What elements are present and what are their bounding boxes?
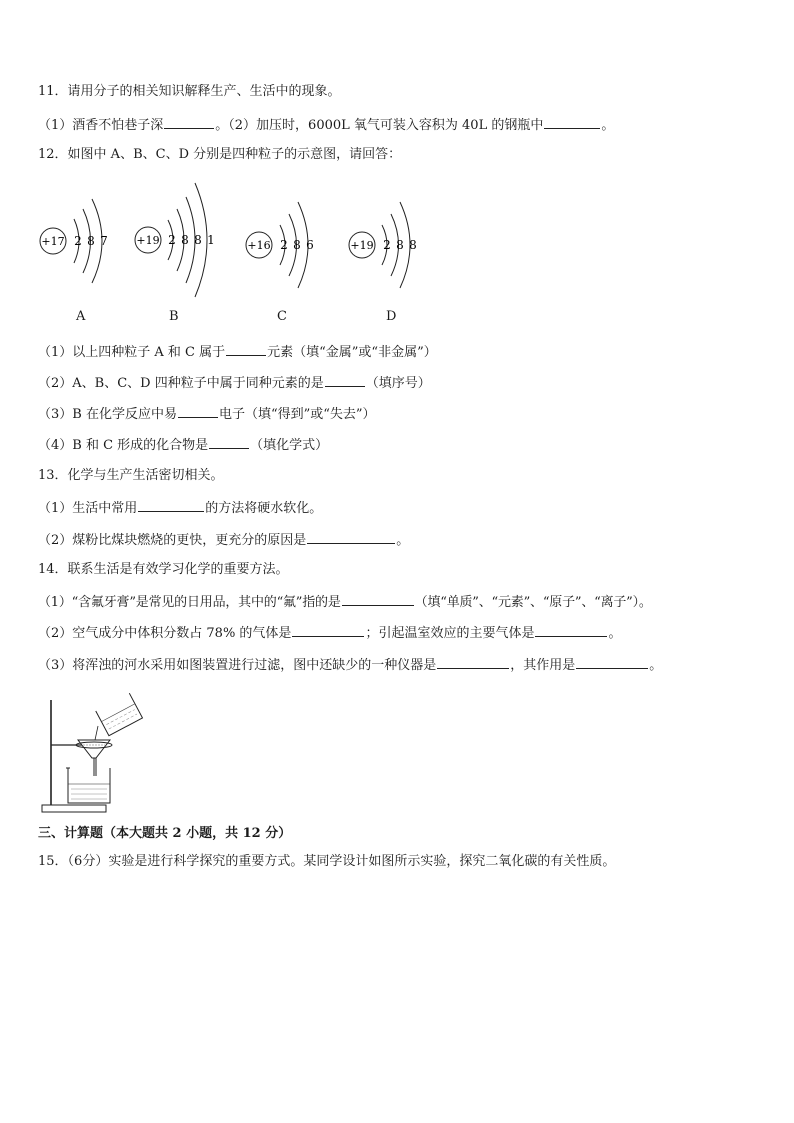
nucleus-charge: +19 [136,234,160,247]
answer-blank[interactable] [209,435,249,449]
q12-sub4-suffix: （填化学式） [250,438,329,453]
shell-electrons: 7 [100,234,108,248]
q12-sub1-text: （1）以上四种粒子 A 和 C 属于 [38,345,226,360]
q14-stem: 14．联系生活是有效学习化学的重要方法。 [38,562,289,577]
answer-blank[interactable] [576,655,648,669]
shell-electrons: 6 [306,238,314,252]
q14-sub1-text: （1）“含氟牙膏”是常见的日用品，其中的“氟”指的是 [38,595,341,610]
q14-sub3-text: （3）将浑浊的河水采用如图装置进行过滤，图中还缺少的一种仪器是 [38,658,437,673]
atom-label-c: C [277,309,287,324]
q13-sub1-text: （1）生活中常用 [38,501,138,516]
q14-sub2-text: （2）空气成分中体积分数占 78% 的气体是 [38,626,292,641]
q12-stem: 12．如图中 A、B、C、D 分别是四种粒子的示意图，请回答： [38,147,402,162]
atom-diagram-a [36,185,116,299]
q15-stem: 15．（6分）实验是进行科学探究的重要方式。某同学设计如图所示实验，探究二氧化碳的有关性质。 [38,854,616,869]
answer-blank[interactable] [178,404,218,418]
q13-sub1-suffix: 的方法将硬水软化。 [205,501,323,516]
q11-stem: 11．请用分子的相关知识解释生产、生活中的现象。 [38,84,341,99]
atom-label-b: B [169,309,179,324]
answer-blank[interactable] [226,342,266,356]
q14-sub2-suffix: 。 [608,626,622,641]
nucleus-charge: +17 [41,235,65,248]
section-title: 三、计算题（本大题共 2 小题，共 12 分） [38,826,292,841]
shell-electrons: 8 [194,233,202,247]
q13-sub1 [38,498,322,518]
q14-sub3 [38,655,662,675]
shell-electrons: 8 [181,233,189,247]
answer-blank[interactable] [342,592,414,606]
filtration-apparatus-figure [38,692,148,821]
q14-sub2-middle: ；引起温室效应的主要气体是 [365,626,535,641]
q13-stem: 13．化学与生产生活密切相关。 [38,468,224,483]
shell-electrons: 8 [87,234,95,248]
atom-label-d: D [386,309,397,324]
atom-diagram-c [243,192,323,301]
q14-sub3-middle: ，其作用是 [510,658,576,673]
shell-electrons: 8 [409,238,417,252]
q12-sub4-text: （4）B 和 C 形成的化合物是 [38,438,209,453]
atom-diagram-b [131,175,226,309]
shell-electrons: 2 [74,234,82,248]
q13-sub2-suffix: 。 [396,533,410,548]
q12-sub3 [38,404,376,424]
q12-sub1 [38,342,437,362]
answer-blank[interactable] [437,655,509,669]
q12-sub4 [38,435,328,455]
answer-blank[interactable] [164,115,214,129]
shell-electrons: 2 [168,233,176,247]
q14-sub3-suffix: 。 [649,658,663,673]
q12-sub3-suffix: 电子（填“得到”或“失去”） [218,407,376,422]
q12-sub1-suffix: 元素（填“金属”或“非金属”） [267,345,437,360]
answer-blank[interactable] [138,498,204,512]
shell-electrons: 8 [396,238,404,252]
answer-blank[interactable] [544,115,600,129]
shell-electrons: 8 [293,238,301,252]
atom-diagram-d [347,192,427,301]
nucleus-charge: +16 [247,239,271,252]
q14-sub1-suffix: （填“单质”、“元素”、“原子”、“离子”）。 [414,595,652,610]
q14-sub2 [38,623,621,643]
answer-blank[interactable] [535,623,607,637]
answer-blank[interactable] [325,373,365,387]
answer-blank[interactable] [307,530,395,544]
q11-parts [38,115,614,135]
q11-part1-text: （1）酒香不怕巷子深 [38,118,164,133]
q14-sub1 [38,592,652,612]
shell-electrons: 1 [207,233,215,247]
shell-electrons: 2 [383,238,391,252]
q13-sub2-text: （2）煤粉比煤块燃烧的更快，更充分的原因是 [38,533,307,548]
q11-part3-text: 。 [601,118,615,133]
q12-sub3-text: （3）B 在化学反应中易 [38,407,177,422]
nucleus-charge: +19 [350,239,374,252]
shell-electrons: 2 [280,238,288,252]
atom-label-a: A [76,309,86,324]
q11-part2-text: 。（2）加压时，6000L 氧气可装入容积为 40L 的钢瓶中 [215,118,544,133]
q13-sub2 [38,530,409,550]
q12-sub2-suffix: （填序号） [365,376,431,391]
answer-blank[interactable] [292,623,364,637]
q12-sub2-text: （2）A、B、C、D 四种粒子中属于同种元素的是 [38,376,324,391]
q12-sub2 [38,373,431,393]
